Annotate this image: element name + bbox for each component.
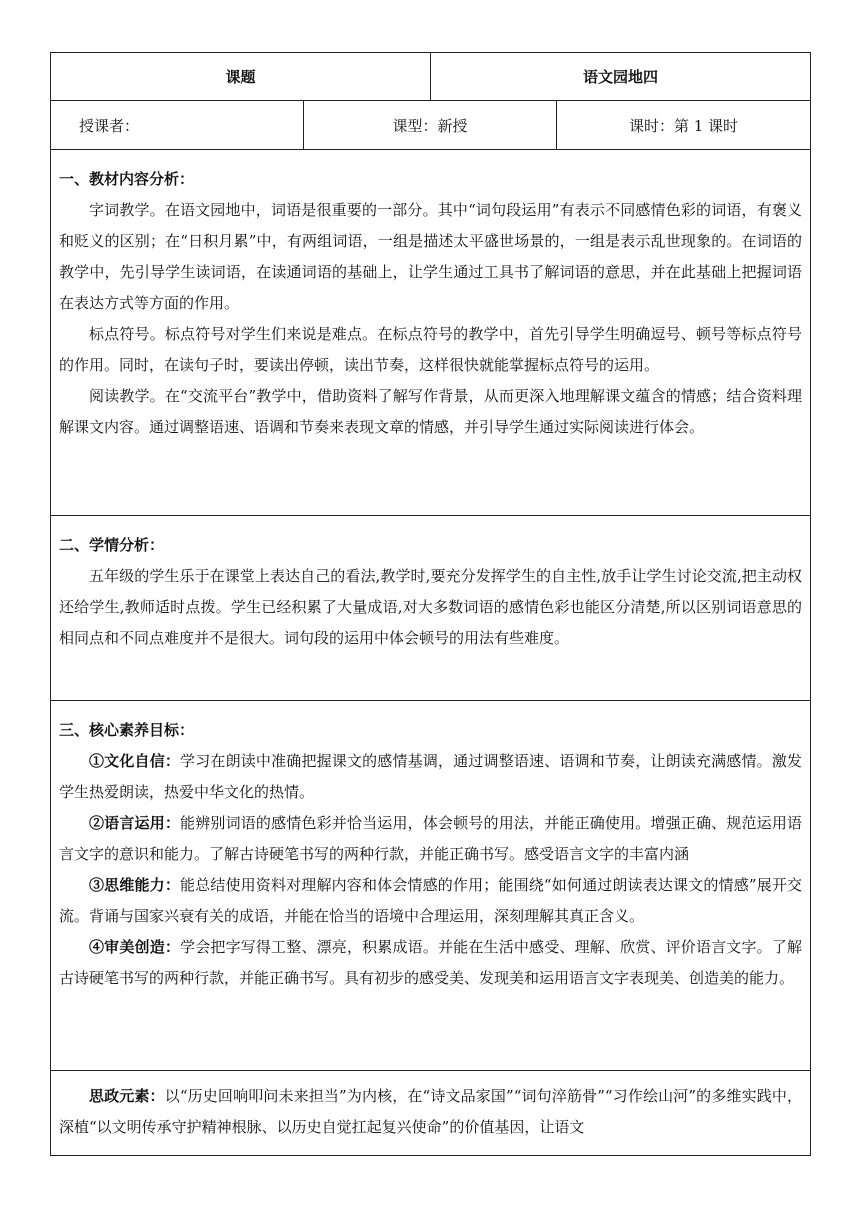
goal-cultural-confidence xyxy=(59,746,802,808)
section1-paragraph-3: 阅读教学。在“交流平台”教学中，借助资料了解写作背景，从而更深入地理解课文蕴含的情感；结合资料理解课文内容。通过调整语速、语调和节奏来表现文章的情感，并引导学生通过实际阅读进行体会。 xyxy=(59,387,803,436)
goal-label: ④审美创造： xyxy=(89,938,181,956)
section1-paragraph-1: 字词教学。在语文园地中，词语是很重要的一部分。其中“词句段运用”有表示不同感情色彩的词语，有褒义和贬义的区别；在“日积月累”中，有两组词语，一组是描述太平盛世场景的，一组是表示乱世现象的。在词语的教学中，先引导学生读词语，在读通词语的基础上，让学生通过工具书了解词语的意思，并在此基础上把握词语在表达方式等方面的作用。 xyxy=(59,201,803,312)
ideology-text: 以“历史回响叩问未来担当”为内核，在“诗文品家国”“词句淬筋骨”“习作绘山河”的多维实践中，深植“以文明传承守护精神根脉、以历史自觉扛起复兴使命”的价值基因，让语文 xyxy=(59,1087,803,1136)
goal-text: 能总结使用资料对理解内容和体会情感的作用；能围绕“如何通过朗读表达课文的情感”展开交流。背诵与国家兴衰有关的成语，并能在恰当的语境中合理运用，深刻理解其真正含义。 xyxy=(59,876,803,925)
goal-label: ③思维能力： xyxy=(89,876,180,894)
goal-thinking-ability xyxy=(59,870,802,932)
goal-text: 能辨别词语的感情色彩并恰当运用，体会顿号的用法，并能正确使用。增强正确、规范运用语言文字的意识和能力。了解古诗硬笔书写的两种行款，并能正确书写。感受语言文字的丰富内涵 xyxy=(59,814,803,863)
goal-text: 学会把字写得工整、漂亮，积累成语。并能在生活中感受、理解、欣赏、评价语言文字。了解古诗硬笔书写的两种行款，并能正确书写。具有初步的感受美、发现美和运用语言文字表现美、创造美的能力。 xyxy=(59,938,803,987)
teacher-cell: 授课者： xyxy=(51,101,304,150)
goal-aesthetic-creation xyxy=(59,932,802,994)
goal-text: 学习在朗读中准确把握课文的感情基调，通过调整语速、语调和节奏，让朗读充满感情。激发学生热爱朗读，热爱中华文化的热情。 xyxy=(59,752,803,801)
section-ideology xyxy=(51,1071,811,1156)
period-cell: 课时：第 1 课时 xyxy=(557,101,811,150)
ideology-paragraph xyxy=(59,1081,802,1143)
section1-title: 一、教材内容分析： xyxy=(59,170,195,188)
section-core-goals xyxy=(51,701,811,1071)
goal-label: ①文化自信： xyxy=(89,752,181,770)
section3-title: 三、核心素养目标： xyxy=(59,721,195,739)
meta-row xyxy=(51,101,811,150)
section2-paragraph: 五年级的学生乐于在课堂上表达自己的看法,教学时,要充分发挥学生的自主性,放手让学生讨论交流,把主动权还给学生,教师适时点拨。学生已经积累了大量成语,对大多数词语的感情色彩也能区分清楚,所以区别词语意思的相同点和不同点难度并不是很大。词句段的运用中体会顿号的用法有些难度。 xyxy=(59,567,803,647)
section2-title: 二、学情分析： xyxy=(59,536,165,554)
topic-value: 语文园地四 xyxy=(431,53,811,101)
section-student-analysis xyxy=(51,516,811,701)
section1-paragraph-2: 标点符号。标点符号对学生们来说是难点。在标点符号的教学中，首先引导学生明确逗号、顿号等标点符号的作用。同时，在读句子时，要读出停顿，读出节奏，这样很快就能掌握标点符号的运用。 xyxy=(59,325,803,374)
ideology-label: 思政元素： xyxy=(89,1087,165,1105)
header-row xyxy=(51,53,811,101)
topic-label: 课题 xyxy=(51,53,431,101)
lesson-plan-page xyxy=(50,52,810,1156)
goal-label: ②语言运用： xyxy=(89,814,181,832)
lesson-type-cell: 课型：新授 xyxy=(304,101,557,150)
goal-language-use xyxy=(59,808,802,870)
section-content-analysis xyxy=(51,150,811,516)
lesson-plan-table xyxy=(50,52,811,1156)
